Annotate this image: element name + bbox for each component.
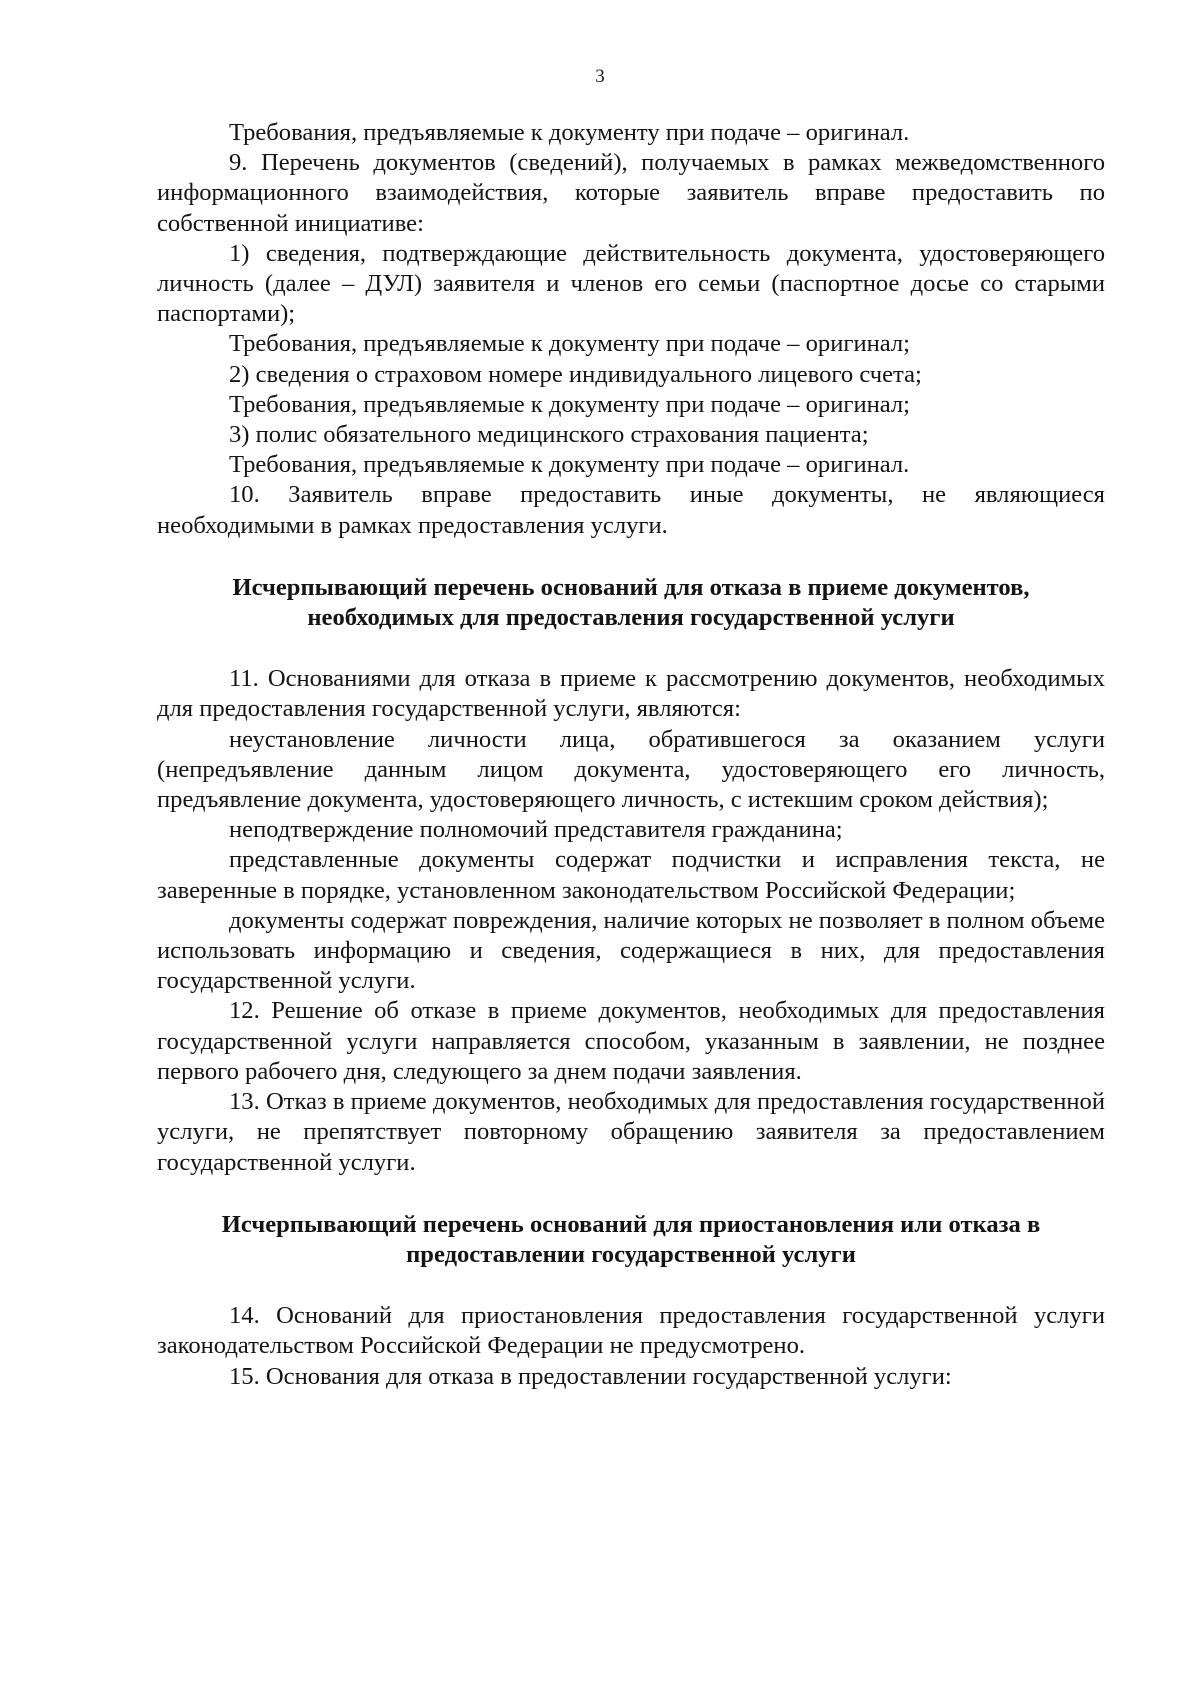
paragraph: неустановление личности лица, обратившегося за оказанием услуги (непредъявление данным лицом документа, удостоверяющего его личность, предъявление документа, удостоверяющего личность, с истекшим сроком действия); xyxy=(157,725,1105,814)
paragraph: представленные документы содержат подчистки и исправления текста, не заверенные в порядке, установленном законодательством Российской Федерации; xyxy=(157,846,1105,904)
paragraph: Требования, предъявляемые к документу при подаче – оригинал; xyxy=(229,330,911,358)
paragraph: Требования, предъявляемые к документу при подаче – оригинал. xyxy=(229,451,910,479)
paragraph: документы содержат повреждения, наличие которых не позволяет в полном объеме использовать информацию и сведения, содержащиеся в них, для предоставления государственной услуги. xyxy=(157,906,1105,995)
section-heading: Исчерпывающий перечень оснований для отказа в приеме документов, необходимых для предоставления государственной услуги xyxy=(232,573,1030,632)
paragraph: неподтверждение полномочий представителя гражданина; xyxy=(229,816,843,844)
paragraph: 13. Отказ в приеме документов, необходимых для предоставления государственной услуги, не препятствует повторному обращению заявителя за предоставлением государственной услуги. xyxy=(157,1088,1105,1176)
paragraph: 2) сведения о страховом номере индивидуального лицевого счета; xyxy=(229,360,922,388)
paragraph: 15. Основания для отказа в предоставлении государственной услуги: xyxy=(229,1362,952,1390)
paragraph: 9. Перечень документов (сведений), получаемых в рамках межведомственного информационного взаимодействия, которые заявитель вправе предоставить по собственной инициативе: xyxy=(157,149,1105,237)
paragraph: Требования, предъявляемые к документу при подаче – оригинал; xyxy=(229,390,911,418)
section-heading: Исчерпывающий перечень оснований для приостановления или отказа в предоставлении государственной услуги xyxy=(221,1210,1041,1268)
document-body xyxy=(157,118,1105,1392)
paragraph: Требования, предъявляемые к документу при подаче – оригинал. xyxy=(229,119,910,146)
page-number: 3 xyxy=(595,66,605,87)
paragraph: 1) сведения, подтверждающие действительность документа, удостоверяющего личность (далее – ДУЛ) заявителя и членов его семьи (паспортное досье со старыми паспортами); xyxy=(157,239,1105,328)
paragraph: 10. Заявитель вправе предоставить иные документы, не являющиеся необходимыми в рамках предоставления услуги. xyxy=(157,481,1105,539)
paragraph: 14. Оснований для приостановления предоставления государственной услуги законодательством Российской Федерации не предусмотрено. xyxy=(157,1302,1105,1360)
paragraph: 11. Основаниями для отказа в приеме к рассмотрению документов, необходимых для предоставления государственной услуги, являются: xyxy=(157,665,1105,723)
paragraph: 3) полис обязательного медицинского страхования пациента; xyxy=(229,421,869,449)
paragraph: 12. Решение об отказе в приеме документов, необходимых для предоставления государственной услуги направляется способом, указанным в заявлении, не позднее первого рабочего дня, следующего за днем подачи заявления. xyxy=(157,997,1105,1085)
